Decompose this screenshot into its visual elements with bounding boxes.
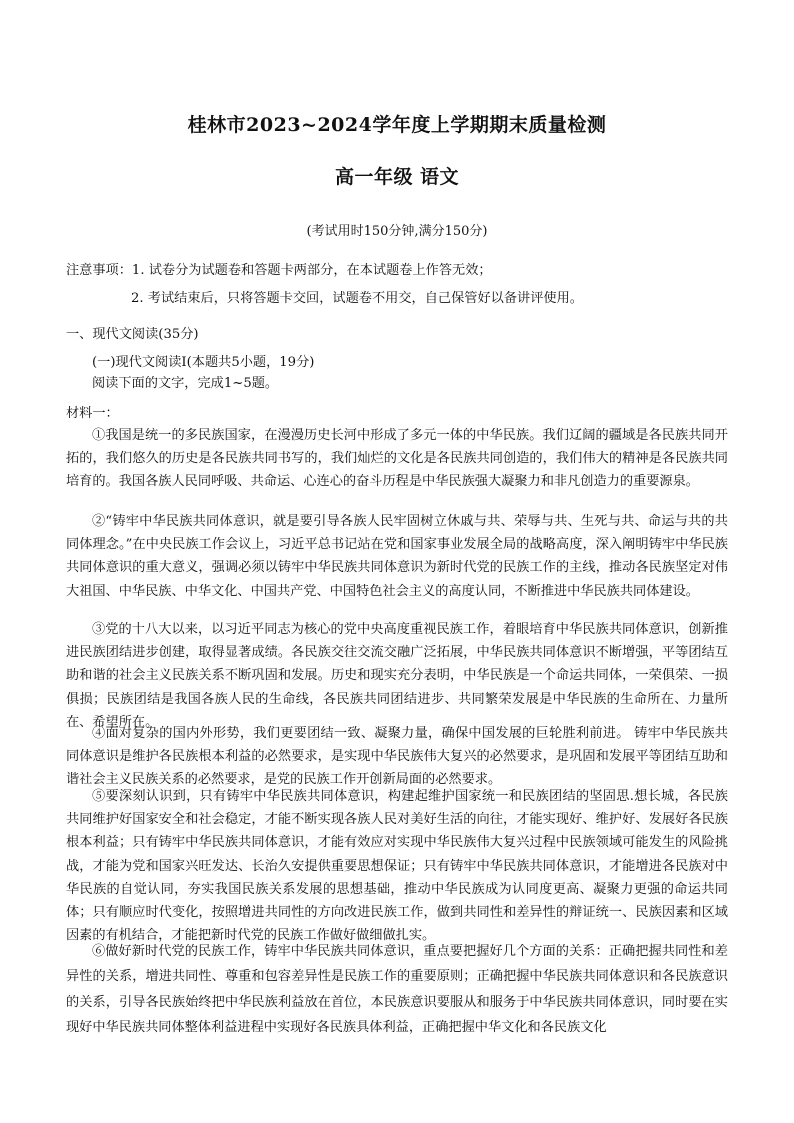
paragraph-6: ⑥做好新时代党的民族工作，铸牢中华民族共同体意识，重点要把握好几个方面的关系：正确把握共同性和差异性的关系，增进共同性、尊重和包容差异性是民族工作的重要原则；正确把握中华民族共同体意识和各民族意识的关系，引导各民族始终把中华民族利益放在首位，本民族意识要服从和服务于中华民族共同体意识，同时要在实现好中华民族共同体整体利益进程中实现好各民族具体利益，正确把握中华文化和各民族文化: [66, 944, 728, 1035]
exam-subtitle: 高一年级 语文: [334, 166, 460, 188]
material-label: 材料一：: [66, 406, 119, 421]
paragraph-1: ①我国是统一的多民族国家，在漫漫历史长河中形成了多元一体的中华民族。我们辽阔的疆域是各民族共同开拓的，我们悠久的历史是各民族共同书写的，我们灿烂的文化是各民族共同创造的，我们伟大的精神是各民族共同培育的。我国各族人民同呼吸、共命运、心连心的奋斗历程是中华民族强大凝聚力和非凡创造力的重要源泉。: [66, 428, 728, 490]
reading-instruction: 阅读下面的文字，完成1~5题。: [92, 376, 279, 391]
paragraph-3: ③党的十八大以来，以习近平同志为核心的党中央高度重视民族工作，着眼培育中华民族共同体意识，创新推进民族团结进步创建，取得显著成绩。各民族交往交流交融广泛拓展，中华民族共同体意识不断增强，平等团结互助和谐的社会主义民族关系不断巩固和发展。历史和现实充分表明，中华民族是一个命运共同体，一荣俱荣、一损俱损；民族团结是我国各族人民的生命线，各民族共同团结进步、共同繁荣发展是中华民族的生命所在、力量所在、希望所在。: [66, 622, 728, 730]
note-1: 注意事项：1. 试卷分为试题卷和答题卡两部分，在本试题卷上作答无效；: [66, 263, 492, 278]
note-2: 2. 考试结束后，只将答题卡交回，试题卷不用交，自己保管好以备讲评使用。: [131, 291, 583, 306]
paragraph-2: ②“铸牢中华民族共同体意识，就是要引导各族人民牢固树立休戚与共、荣辱与共、生死与共、命运与共的共同体理念。”在中央民族工作会议上，习近平总书记站在党和国家事业发展全局的战略高度，深入阐明铸牢中华民族共同体意识的重大意义，强调必须以铸牢中华民族共同体意识为新时代党的民族工作的主线，推动各民族坚定对伟大祖国、中华民族、中华文化、中国共产党、中国特色社会主义的高度认同，不断推进中华民族共同体建设。: [66, 514, 728, 599]
section-heading: 一、现代文阅读(35分): [66, 327, 199, 342]
section-subheading: (一)现代文阅读Ⅰ(本题共5小题，19分): [92, 355, 315, 370]
paragraph-4: ④面对复杂的国内外形势，我们更要团结一致、凝聚力量，确保中国发展的巨轮胜利前进。 铸牢中华民族共同体意识是维护各民族根本利益的必然要求，是实现中华民族伟大复兴的必然要求，是巩固和发展平等团结互助和谐社会主义民族关系的必然要求，是党的民族工作开创新局面的必然要求。: [66, 726, 728, 788]
exam-title: 桂林市2023~2024学年度上学期期末质量检测: [187, 114, 607, 136]
exam-info: (考试用时150分钟,满分150分): [306, 224, 488, 239]
paragraph-5: ⑤要深刻认识到，只有铸牢中华民族共同体意识，构建起维护国家统一和民族团结的坚固思.想长城，各民族共同维护好国家安全和社会稳定，才能不断实现各族人民对美好生活的向往，才能实现好、维护好、发展好各民族根本利益；只有铸牢中华民族共同体意识，才能有效应对实现中华民族伟大复兴过程中民族领域可能发生的风险挑战，才能为党和国家兴旺发达、长治久安提供重要思想保证；只有铸牢中华民族共同体意识，才能增进各民族对中华民族的自觉认同，夯实我国民族关系发展的思想基础，推动中华民族成为认同度更高、凝聚力更强的命运共同体；只有顺应时代变化，按照增进共同性的方向改进民族工作，做到共同性和差异性的辩证统一、民族因素和区域因素的有机结合，才能把新时代党的民族工作做好做细做扎实。: [66, 789, 728, 944]
